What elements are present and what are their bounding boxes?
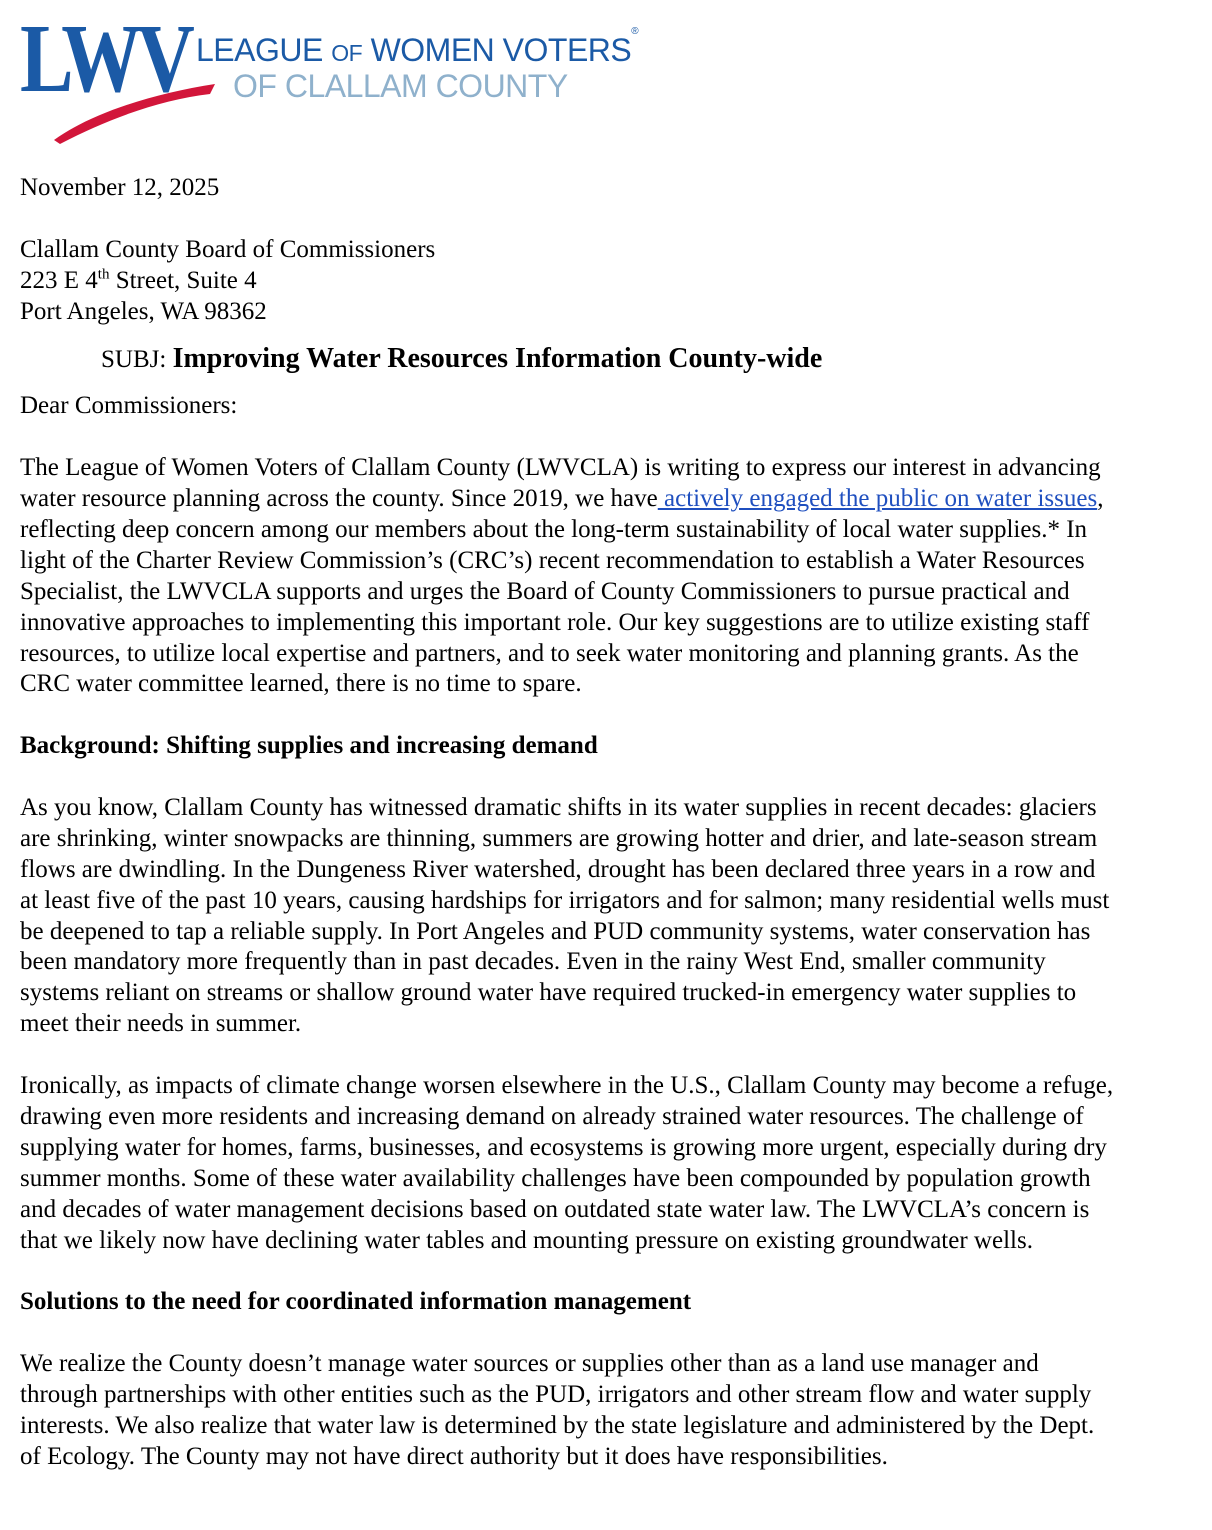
paragraph-line: at least five of the past 10 years, causing hardships for irrigators and for salmon; many residential wells must (20, 886, 1110, 914)
subject-title: Improving Water Resources Information County-wide (172, 343, 823, 375)
paragraph-line: drawing even more residents and increasing demand on already strained water resources. The challenge of (20, 1102, 1084, 1130)
paragraph-line: are shrinking, winter snowpacks are thinning, summers are growing hotter and drier, and late-season stream (20, 824, 1098, 852)
section-heading: Solutions to the need for coordinated information management (20, 1288, 692, 1316)
paragraph-line: reflecting deep concern among our members about the long-term sustainability of local water supplies.* In (20, 516, 1088, 544)
letter-date: November 12, 2025 (20, 174, 220, 201)
paragraph-line: water resource planning across the county. Since 2019, we have actively engaged the public on water issues, (20, 485, 1104, 513)
paragraph-line: supplying water for homes, farms, businesses, and ecosystems is growing more urgent, especially during dry (20, 1133, 1107, 1161)
paragraph-line: of Ecology. The County may not have direct authority but it does have responsibilities. (20, 1442, 888, 1470)
paragraph-line: been mandatory more frequently than in past decades. Even in the rainy West End, smaller community (20, 948, 1046, 976)
paragraph-line: that we likely now have declining water tables and mounting pressure on existing groundwater wells. (20, 1226, 1033, 1254)
salutation: Dear Commissioners: (20, 392, 238, 420)
paragraph-line: Ironically, as impacts of climate change worsen elsewhere in the U.S., Clallam County may become a refuge, (20, 1072, 1114, 1100)
address-line: 223 E 4th Street, Suite 4 (20, 266, 257, 294)
letter-body (20, 173, 1205, 1473)
address-line: Port Angeles, WA 98362 (20, 297, 267, 325)
lwv-logo (20, 5, 700, 144)
paragraph-line: and decades of water management decisions based on outdated state water law. The LWVCLA’s concern is (20, 1195, 1090, 1223)
paragraph-line: systems reliant on streams or shallow ground water have required trucked-in emergency water supplies to (20, 979, 1077, 1007)
paragraph-line: flows are dwindling. In the Dungeness River watershed, drought has been declared three years in a row and (20, 855, 1096, 883)
paragraph-line: innovative approaches to implementing this important role. Our key suggestions are to utilize existing staff (20, 608, 1090, 636)
logo-swoosh-icon (50, 74, 220, 144)
paragraph-line: The League of Women Voters of Clallam County (LWVCLA) is writing to express our interest in advancing (20, 454, 1101, 482)
paragraph-line: summer months. Some of these water availability challenges have been compounded by population growth (20, 1164, 1091, 1192)
paragraph-line: meet their needs in summer. (20, 1010, 302, 1038)
paragraph-line: We realize the County doesn’t manage water sources or supplies other than as a land use manager and (20, 1350, 1039, 1378)
paragraph-line: be deepened to tap a reliable supply. In Port Angeles and PUD community systems, water conservation has (20, 917, 1091, 945)
paragraph-line: CRC water committee learned, there is no time to spare. (20, 670, 582, 698)
subject-line: SUBJ: Improving Water Resources Information County-wide (101, 343, 823, 375)
logo-subtitle: OF CLALLAM COUNTY (233, 68, 568, 104)
logo-title: LEAGUE OF WOMEN VOTERS® (196, 26, 639, 68)
address-line: Clallam County Board of Commissioners (20, 235, 436, 263)
section-heading: Background: Shifting supplies and increasing demand (20, 732, 598, 760)
paragraph-line: through partnerships with other entities such as the PUD, irrigators and other stream flow and water supply (20, 1380, 1092, 1408)
paragraph-line: Specialist, the LWVCLA supports and urges the Board of County Commissioners to pursue practical and (20, 577, 1070, 605)
paragraph-line: light of the Charter Review Commission’s (CRC’s) recent recommendation to establish a Water Resources (20, 546, 1085, 574)
water-issues-link[interactable]: actively engaged the public on water issues (657, 485, 1098, 513)
logo-mark: LWV (20, 5, 190, 113)
paragraph-line: resources, to utilize local expertise and partners, and to seek water monitoring and planning grants. As the (20, 639, 1079, 667)
paragraph-line: As you know, Clallam County has witnessed dramatic shifts in its water supplies in recent decades: glaciers (20, 794, 1097, 822)
paragraph-line: interests. We also realize that water law is determined by the state legislature and administered by the Dept. (20, 1411, 1095, 1439)
